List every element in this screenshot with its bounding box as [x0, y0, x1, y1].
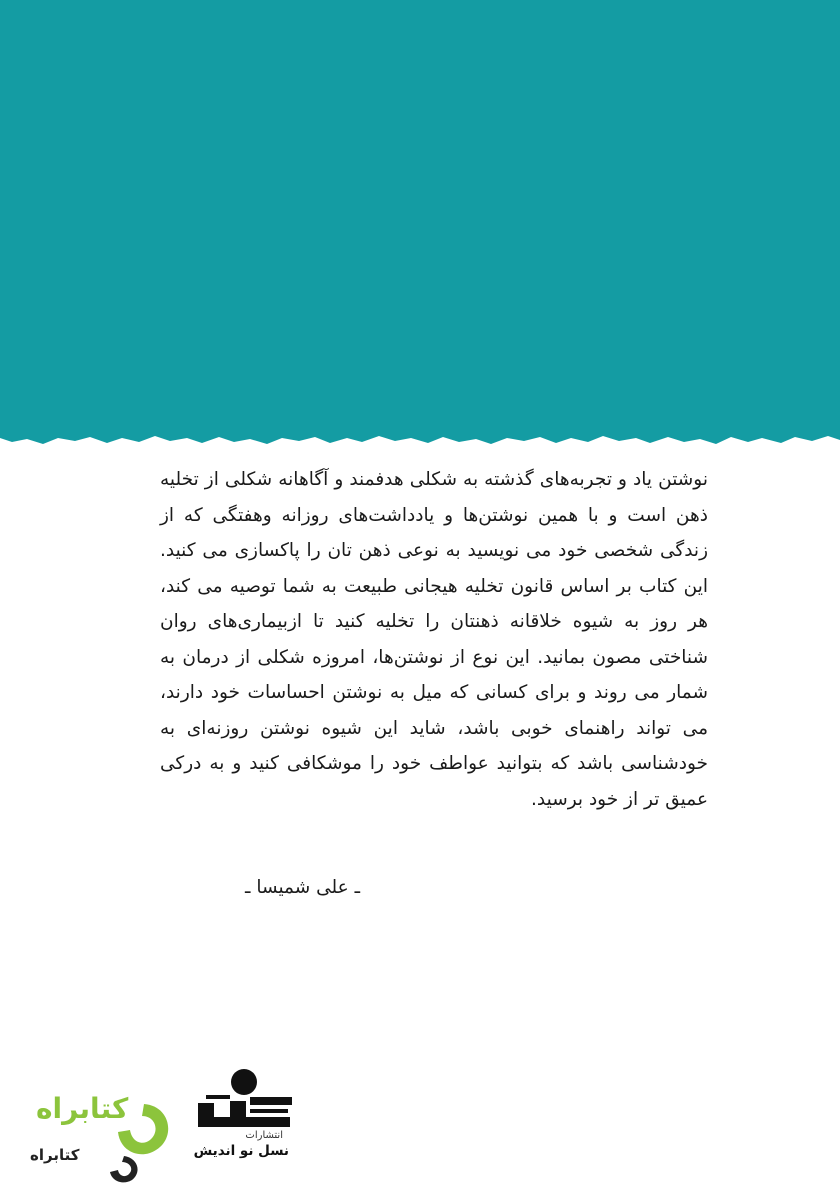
publisher-name: نسل نو اندیش	[193, 1143, 289, 1159]
ketabrah-wordmark: کتابراه	[36, 1092, 129, 1125]
publisher-label: انتشارات	[245, 1130, 283, 1141]
cover-color-band	[0, 0, 840, 470]
back-cover-blurb: نوشتن یاد و تجربه‌های گذشته به شکلی هدفمند و آگاهانه شکلی از تخلیه ذهن است و با همین نوشتن‌ها و یادداشت‌های روزانه وهفتگی که از زندگی شخصی خود می نویسید به نوعی ذهن تان را پاکسازی می کنید. این کتاب بر اساس قانون تخلیه هیجانی طبیعت به شما توصیه می کند، هر روز به شیوه خلاقانه ذهنتان را تخلیه کنید تا ازبیماری‌های روان شناختی مصون بمانید. این نوع از نوشتن‌ها، امروزه شکلی از درمان به شمار می روند و برای کسانی که میل به نوشتن احساسات خود دارند، می تواند راهنمای خوبی باشد، شاید این شیوه نوشتن روزنه‌ای به خودشناسی باشد که بتوانید عواطف خود را موشکافی کنید و به درکی عمیق تر از خود برسید.	[160, 469, 708, 810]
publisher-logo-icon	[186, 1065, 301, 1135]
ketabrah-watermark	[26, 1086, 176, 1186]
publisher-logo	[186, 1065, 301, 1165]
torn-paper-edge	[0, 0, 840, 444]
author-signature: ـ علی شمیسا ـ	[245, 877, 360, 898]
ketabrah-wordmark-small: کتابراه	[30, 1146, 80, 1164]
